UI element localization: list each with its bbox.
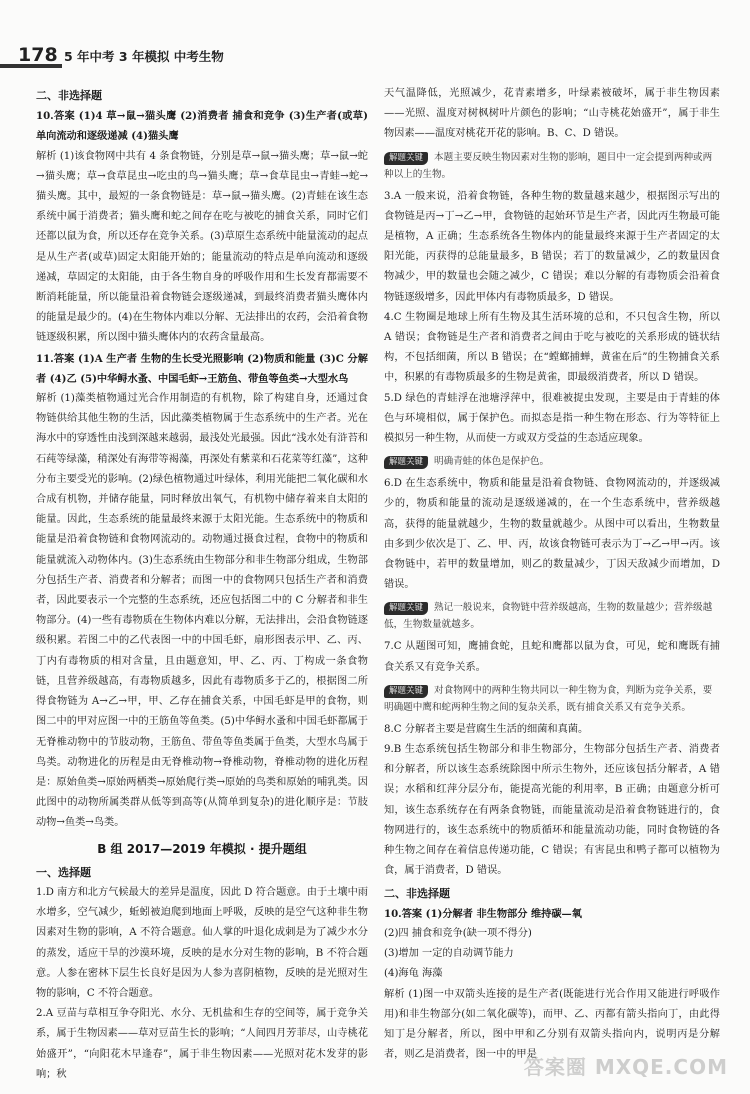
right-column (384, 84, 720, 1065)
answer-8: 8.C 分解者主要是营腐生生活的细菌和真菌。 (384, 723, 589, 735)
answer-1: 1.D 南方和北方气候最大的差异是温度，因此 D 符合题意。由于土壤中雨水增多，空气减少，蚯蚓被迫爬到地面上呼吸，反映的是空气这种非生物因素对生物的影响，A 不符合题意。仙人掌的叶退化成刺是为了减少水分的蒸发，适应干旱的沙漠环境，反映的是水分对生物的影响，B 不符合题意。人参在密林下层生长良好是因为人参为喜阴植物，反映的是光照对生物的影响，C 不符合题意。 (36, 886, 368, 999)
key-tip: 解题关键 对食物网中的两种生物共同以一种生物为食，判断为竞争关系，要明确题中鹰和蛇两种生物之间的复杂关系，既有捕食关系又有竞争关系。 (384, 684, 713, 713)
key-tip: 解题关键 本题主要反映生物因素对生物的影响，题目中一定会提到两种或两种以上的生物。 (384, 151, 713, 180)
left-column (36, 84, 368, 1085)
answer-10b: 10.答案 (1)分解者 非生物部分 维持碳—氧 (384, 907, 582, 920)
answer-10b-3: (3)增加 一定的自动调节能力 (384, 948, 514, 960)
book-title: 5 年中考 3 年模拟 中考生物 (64, 49, 224, 64)
section-heading: 二、非选择题 (384, 886, 450, 900)
tip-tag: 解题关键 (384, 456, 428, 469)
answer-4: 4.C 生物圈是地球上所有生物及其生活环境的总和，不只包含生物，所以 A 错误；食物链是生产者和消费者之间由于吃与被吃的关系形成的链状结构，不包括细菌，所以 B 错误；在“螳螂捕蝉，黄雀在后”的生物捕食关系中，积累的有毒物质最多的生物是黄雀，即最级消费者，所以 D 错误。 (384, 311, 720, 384)
answer-10b-2: (2)四 捕食和竞争(缺一项不得分) (384, 927, 532, 939)
answer-3: 3.A 一般来说，沿着食物链，各种生物的数量越来越少，根据图示写出的食物链是丙→丁→乙→甲，食物链的起始环节是生产者，因此丙生物最可能是植物，A 正确；生态系统各生物体内的能量最终来源于生产者固定的太阳光能，丙获得的总能量最多，B 错误；若丁的数量减少，乙的数量因食物减少，甲的数量也会随之减少，C 错误；难以分解的有毒物质会沿着食物链逐级增多，因此甲体内有毒物质最多，D 错误。 (384, 190, 720, 303)
answer-6: 6.D 在生态系统中，物质和能量是沿着食物链、食物网流动的，并逐级减少的，物质和能量的流动是逐级递减的，在一个生态系统中，营养级越高，获得的能量就越少，生物的数量就越少。从图中可以看出，生物数量由多到少依次是丁、乙、甲、丙，故该食物链可表示为丁→乙→甲→丙。该食物链中，若甲的数量增加，则乙的数量减少，丁因天敌减少而增加，D 错误。 (384, 478, 720, 591)
page-number: 178 (18, 44, 58, 66)
section-heading: 一、选择题 (36, 865, 91, 879)
answer-10: 10.答案 (1)4 草→鼠→猫头鹰 (2)消费者 捕食和竞争 (3)生产者(或草) 单向流动和逐级递减 (4)猫头鹰 (36, 110, 368, 143)
answer-2-continued: 天气温降低，光照减少，花青素增多，叶绿素被破坏，属于非生物因素——光照、温度对树枫树叶片颜色的影响；“山寺桃花始盛开”，属于非生物因素——温度对桃花开花的影响。B、C、D 错误。 (384, 88, 720, 140)
key-tip: 解题关键 熟记一般说来，食物链中营养级越高，生物的数量越少；营养级越低，生物数量就越多。 (384, 602, 713, 631)
key-tip: 解题关键 明确青蛙的体色是保护色。 (384, 453, 720, 470)
explanation-10: 解析 (1)该食物网中共有 4 条食物链，分别是草→鼠→猫头鹰；草→鼠→蛇→猫头鹰；草→食草昆虫→吃虫的鸟→猫头鹰；草→食草昆虫→青蛙→蛇→猫头鹰。其中，最短的一条食物链是：草→鼠→猫头鹰。(2)青蛙在该生态系统中属于消费者；猫头鹰和蛇之间存在吃与被吃的捕食关系，同时它们还都以鼠为食，所以还存在竞争关系。(3)草原生态系统中能量流动的起点是从生产者(或草)固定太阳能开始的；能量流动的特点是单向流动和逐级递减，草固定的太阳能，由于各生物自身的呼吸作用和生长发育都需要不断消耗能量，所以能量沿着食物链会逐级递减，到最终消费者猫头鹰体内的能量是最少的。(4)在生物体内难以分解、无法排出的农药，会沿着食物链逐级积累，所以图中猫头鹰体内的农药含量最高。 (36, 150, 368, 344)
section-heading: 二、非选择题 (36, 89, 102, 102)
explanation-11: 解析 (1)藻类植物通过光合作用制造的有机物，除了构建自身，还通过食物链供给其他生物的生活，因此藻类植物属于生态系统中的生产者。光在海水中的穿透性由浅到深越来越弱，最浅处光最强。因此“浅水处有浒苔和石莼等绿藻，稍深处有海带等褐藻，再深处有紫菜和石花菜等红藻”，这种分布主要受光的影响。(2)绿色植物通过叶绿体，利用光能把二氧化碳和水合成有机物，并储存能量，同时释放出氧气，有机物中储存着来自太阳的能量。因此，生态系统的能量最终来源于太阳光能。生态系统中的物质和能量是沿着食物链和食物网流动的。动物通过摄食过程，食物中的物质和能量就流入动物体内。(3)生态系统由生物部分和非生物部分组成，生物部分包括生产者、消费者和分解者；而图一中的食物网只包括生产者和消费者，因此要表示一个完整的生态系统，还应包括图二中的 C 分解者和非生物部分。(4)一些有毒物质在生物体内难以分解，无法排出，会沿食物链逐级积累。若图二中的乙代表图一中的中国毛虾，扇形图表示甲、乙、丙、丁内有毒物质的相对含量，且由题意知，甲、乙、丙、丁构成一条食物链，且营养级越高，有毒物质越多，因此有毒物质多于乙的，根据图二所得食物链为 A→乙→甲，甲、乙存在捕食关系，中国毛虾是甲的食物，则图二中的甲对应图一中的王筋鱼等鱼类。(5)中华鲟水蚤和中国毛虾都属于无脊椎动物中的节肢动物，王筋鱼、带鱼等鱼类属于鱼类，大型水鸟属于鸟类。动物进化的历程是由无脊椎动物→脊椎动物，脊椎动物的进化历程是：原始鱼类→原始两栖类→原始爬行类→原始的鸟类和原始的哺乳类。因此图中的动物所属类群从低等到高等(从简单到复杂)的进化顺序是：节肢动物→鱼类→鸟类。 (36, 393, 368, 829)
answer-11: 11.答案 (1)A 生产者 生物的生长受光照影响 (2)物质和能量 (3)C 分解者 (4)乙 (5)中华鲟水蚤、中国毛虾→王筋鱼、带鱼等鱼类→大型水鸟 (36, 352, 368, 385)
tip-tag: 解题关键 (384, 685, 428, 698)
tip-tag: 解题关键 (384, 602, 428, 615)
page-header (0, 0, 750, 78)
watermark: 答案圈 MXQE.COM (523, 1055, 728, 1079)
answer-10b-4: (4)海龟 海藻 (384, 968, 443, 980)
answer-7: 7.C 从题图可知，鹰捕食蛇，且蛇和鹰都以鼠为食，可见，蛇和鹰既有捕食关系又有竞争关系。 (384, 641, 720, 673)
explanation-10b: 解析 (1)图一中双箭头连接的是生产者(既能进行光合作用又能进行呼吸作用)和非生物部分(如二氧化碳等)，而甲、乙、丙都有箭头指向丁，由此得知丁是分解者，所以，图中甲和乙分别有双箭头指向内，说明丙是分解者，则乙是消费者，图一中的甲是 (384, 988, 720, 1061)
group-heading: B 组 2017—2019 年模拟 · 提升题组 (97, 841, 307, 856)
answer-5: 5.D 绿色的青蛙浮在池塘浮萍中，很难被捉虫发现，主要是由于青蛙的体色与环境相似，属于保护色。而拟态是指一种生物在形态、行为等特征上模拟另一种生物，从而使一方或双方受益的生态适应现象。 (384, 392, 720, 445)
answer-2: 2.A 豆苗与草相互争夺阳光、水分、无机盐和生存的空间等，属于竞争关系，属于生物因素——草对豆苗生长的影响；“人间四月芳菲尽，山寺桃花始盛开”，“向阳花木早逢春”，属于非生物因素——光照对花木发芽的影响；秋 (36, 1008, 368, 1080)
answer-9: 9.B 生态系统包括生物部分和非生物部分，生物部分包括生产者、消费者和分解者，所以该生态系统除图中所示生物外，还应该包括分解者，A 错误；水稻和红萍分层分布，能提高光能的利用率，B 正确；由题意分析可知，该生态系统存在有两条食物链，而能量流动是沿着食物链进行的，食物网进行的，该生态系统中的物质循环和能量流动功能，同时食物链的各种生物之间存在着信息传递功能，C 错误；有害昆虫和鸭子都可以植物为食，属于消费者，D 错误。 (384, 744, 720, 877)
tip-tag: 解题关键 (384, 152, 428, 165)
